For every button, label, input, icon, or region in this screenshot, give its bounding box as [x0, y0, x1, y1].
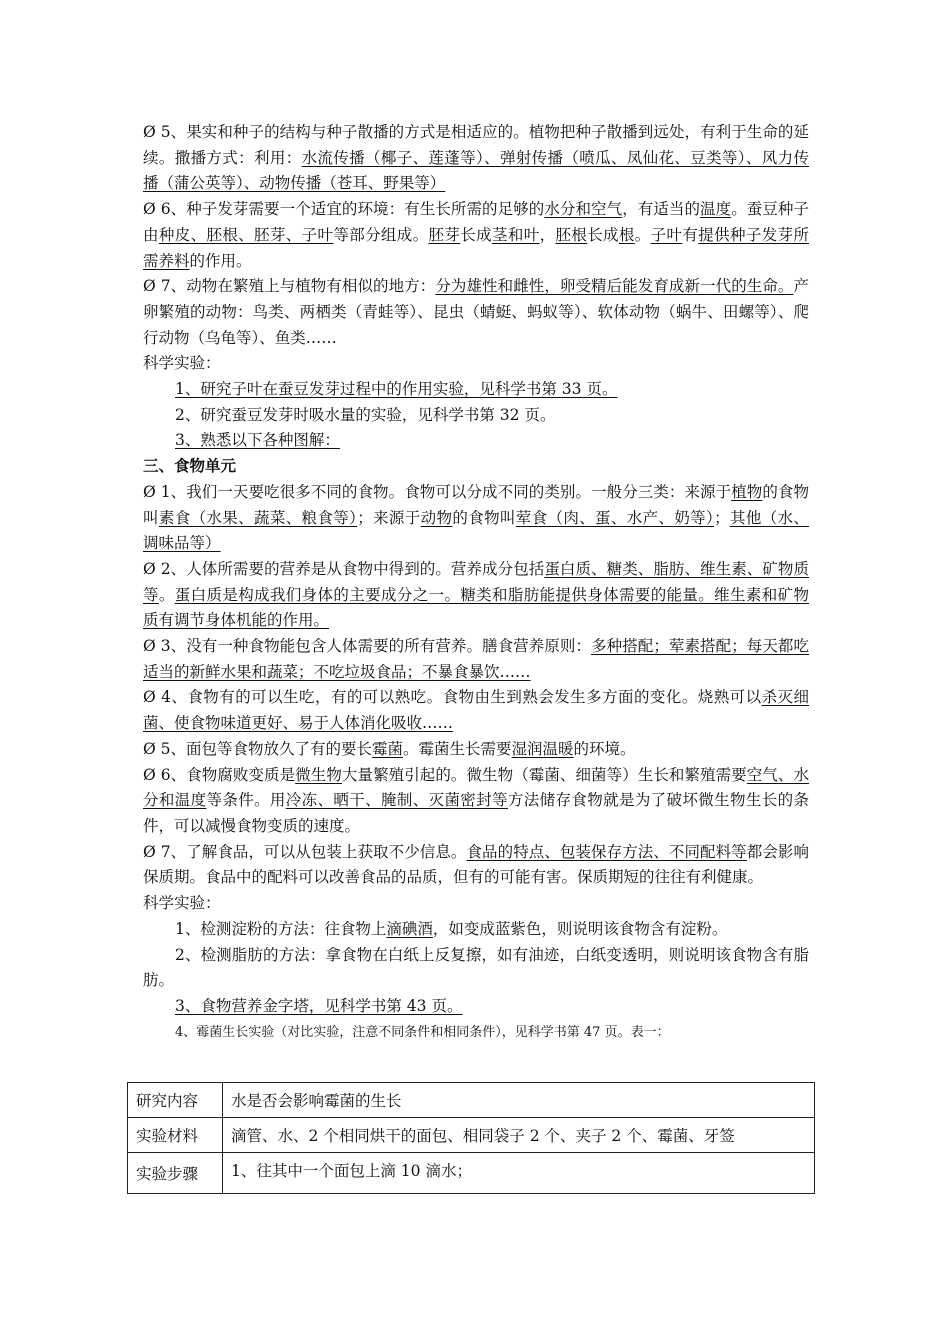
table-row: [128, 1118, 815, 1153]
food-paragraph-1: Ø 1、我们一天要吃很多不同的食物。食物可以分成不同的类别。一般分三类：来源于植物的食物叫素食（水果、蔬菜、粮食等）；来源于动物的食物叫荤食（肉、蛋、水产、奶等）；其他（水、调味品等）: [143, 482, 809, 553]
seed-paragraph-6: Ø 6、种子发芽需要一个适宜的环境：有生长所需的足够的水分和空气，有适当的温度。蚕豆种子由种皮、胚根、胚芽、子叶等部分组成。胚芽长成茎和叶，胚根长成根。子叶有提供种子发芽所需养料的作用。: [143, 200, 809, 270]
table-label: 实验步骤: [128, 1153, 223, 1194]
document-body: [143, 120, 809, 1045]
experiment-title: 科学实验：: [143, 354, 221, 373]
food-paragraph-4: Ø 4、食物有的可以生吃，有的可以熟吃。食物由生到熟会发生多方面的变化。烧熟可以杀灭细菌、使食物味道更好、易于人体消化吸收……: [143, 688, 809, 733]
experiment-item: 1、研究子叶在蚕豆发芽过程中的作用实验，见科学书第 33 页。: [175, 380, 618, 399]
seed-paragraph-5: Ø 5、果实和种子的结构与种子散播的方式是相适应的。植物把种子散播到远处，有利于生命的延续。撒播方式：利用：水流传播（椰子、莲蓬等）、弹射传播（喷瓜、凤仙花、豆类等）、风力传播（蒲公英等）、动物传播（苍耳、野果等）: [143, 123, 809, 193]
table-value: 滴管、水、2 个相同烘干的面包、相同袋子 2 个、夹子 2 个、霉菌、牙签: [223, 1118, 815, 1153]
experiment-item: 3、熟悉以下各种图解：: [175, 431, 340, 450]
table-value: 水是否会影响霉菌的生长: [223, 1083, 815, 1118]
section-heading-food: 三、食物单元: [143, 457, 237, 476]
experiment-item: 2、检测脂肪的方法：拿食物在白纸上反复擦，如有油迹，白纸变透明，则说明该食物含有脂肪。: [143, 945, 809, 990]
table-value: 1、往其中一个面包上滴 10 滴水；: [223, 1153, 815, 1194]
animal-paragraph-7: Ø 7、动物在繁殖上与植物有相似的地方：分为雄性和雌性，卵受精后能发育成新一代的生命。产卵繁殖的动物：鸟类、两栖类（青蛙等）、昆虫（蜻蜓、蚂蚁等）、软体动物（蜗牛、田螺等）、爬行动物（乌龟等）、鱼类……: [143, 277, 809, 347]
food-paragraph-7: Ø 7、了解食品，可以从包装上获取不少信息。食品的特点、包装保存方法、不同配料等都会影响保质期。食品中的配料可以改善食品的品质，但有的可能有害。保质期短的往往有利健康。: [143, 842, 809, 887]
experiment-title: 科学实验：: [143, 894, 221, 913]
table-label: 实验材料: [128, 1118, 223, 1153]
food-paragraph-3: Ø 3、没有一种食物能包含人体需要的所有营养。膳食营养原则：多种搭配；荤素搭配；每天都吃适当的新鲜水果和蔬菜；不吃垃圾食品；不暴食暴饮……: [143, 637, 809, 681]
table-row: [128, 1153, 815, 1194]
experiment-item: 1、检测淀粉的方法：往食物上滴碘酒，如变成蓝紫色，则说明该食物含有淀粉。: [175, 919, 728, 938]
food-paragraph-6: Ø 6、食物腐败变质是微生物大量繁殖引起的。微生物（霉菌、细菌等）生长和繁殖需要空气、水分和温度等条件。用冷冻、晒干、腌制、灭菌密封等方法储存食物就是为了破坏微生物生长的条件，可以减慢食物变质的速度。: [143, 765, 809, 835]
experiment-item-small: 4、霉菌生长实验（对比实验，注意不同条件和相同条件），见科学书第 47 页。表一：: [175, 1024, 670, 1040]
table-label: 研究内容: [128, 1083, 223, 1118]
mold-experiment-table: [127, 1082, 815, 1194]
food-paragraph-5: Ø 5、面包等食物放久了有的要长霉菌。霉菌生长需要湿润温暖的环境。: [143, 739, 636, 758]
experiment-item: 3、食物营养金字塔，见科学书第 43 页。: [175, 996, 463, 1015]
food-paragraph-2: Ø 2、人体所需要的营养是从食物中得到的。营养成分包括蛋白质、糖类、脂肪、维生素、矿物质等。蛋白质是构成我们身体的主要成分之一。糖类和脂肪能提供身体需要的能量。维生素和矿物质有调节身体机能的作用。: [143, 559, 809, 630]
table-row: [128, 1083, 815, 1118]
experiment-item: 2、研究蚕豆发芽时吸水量的实验，见科学书第 32 页。: [175, 405, 556, 424]
